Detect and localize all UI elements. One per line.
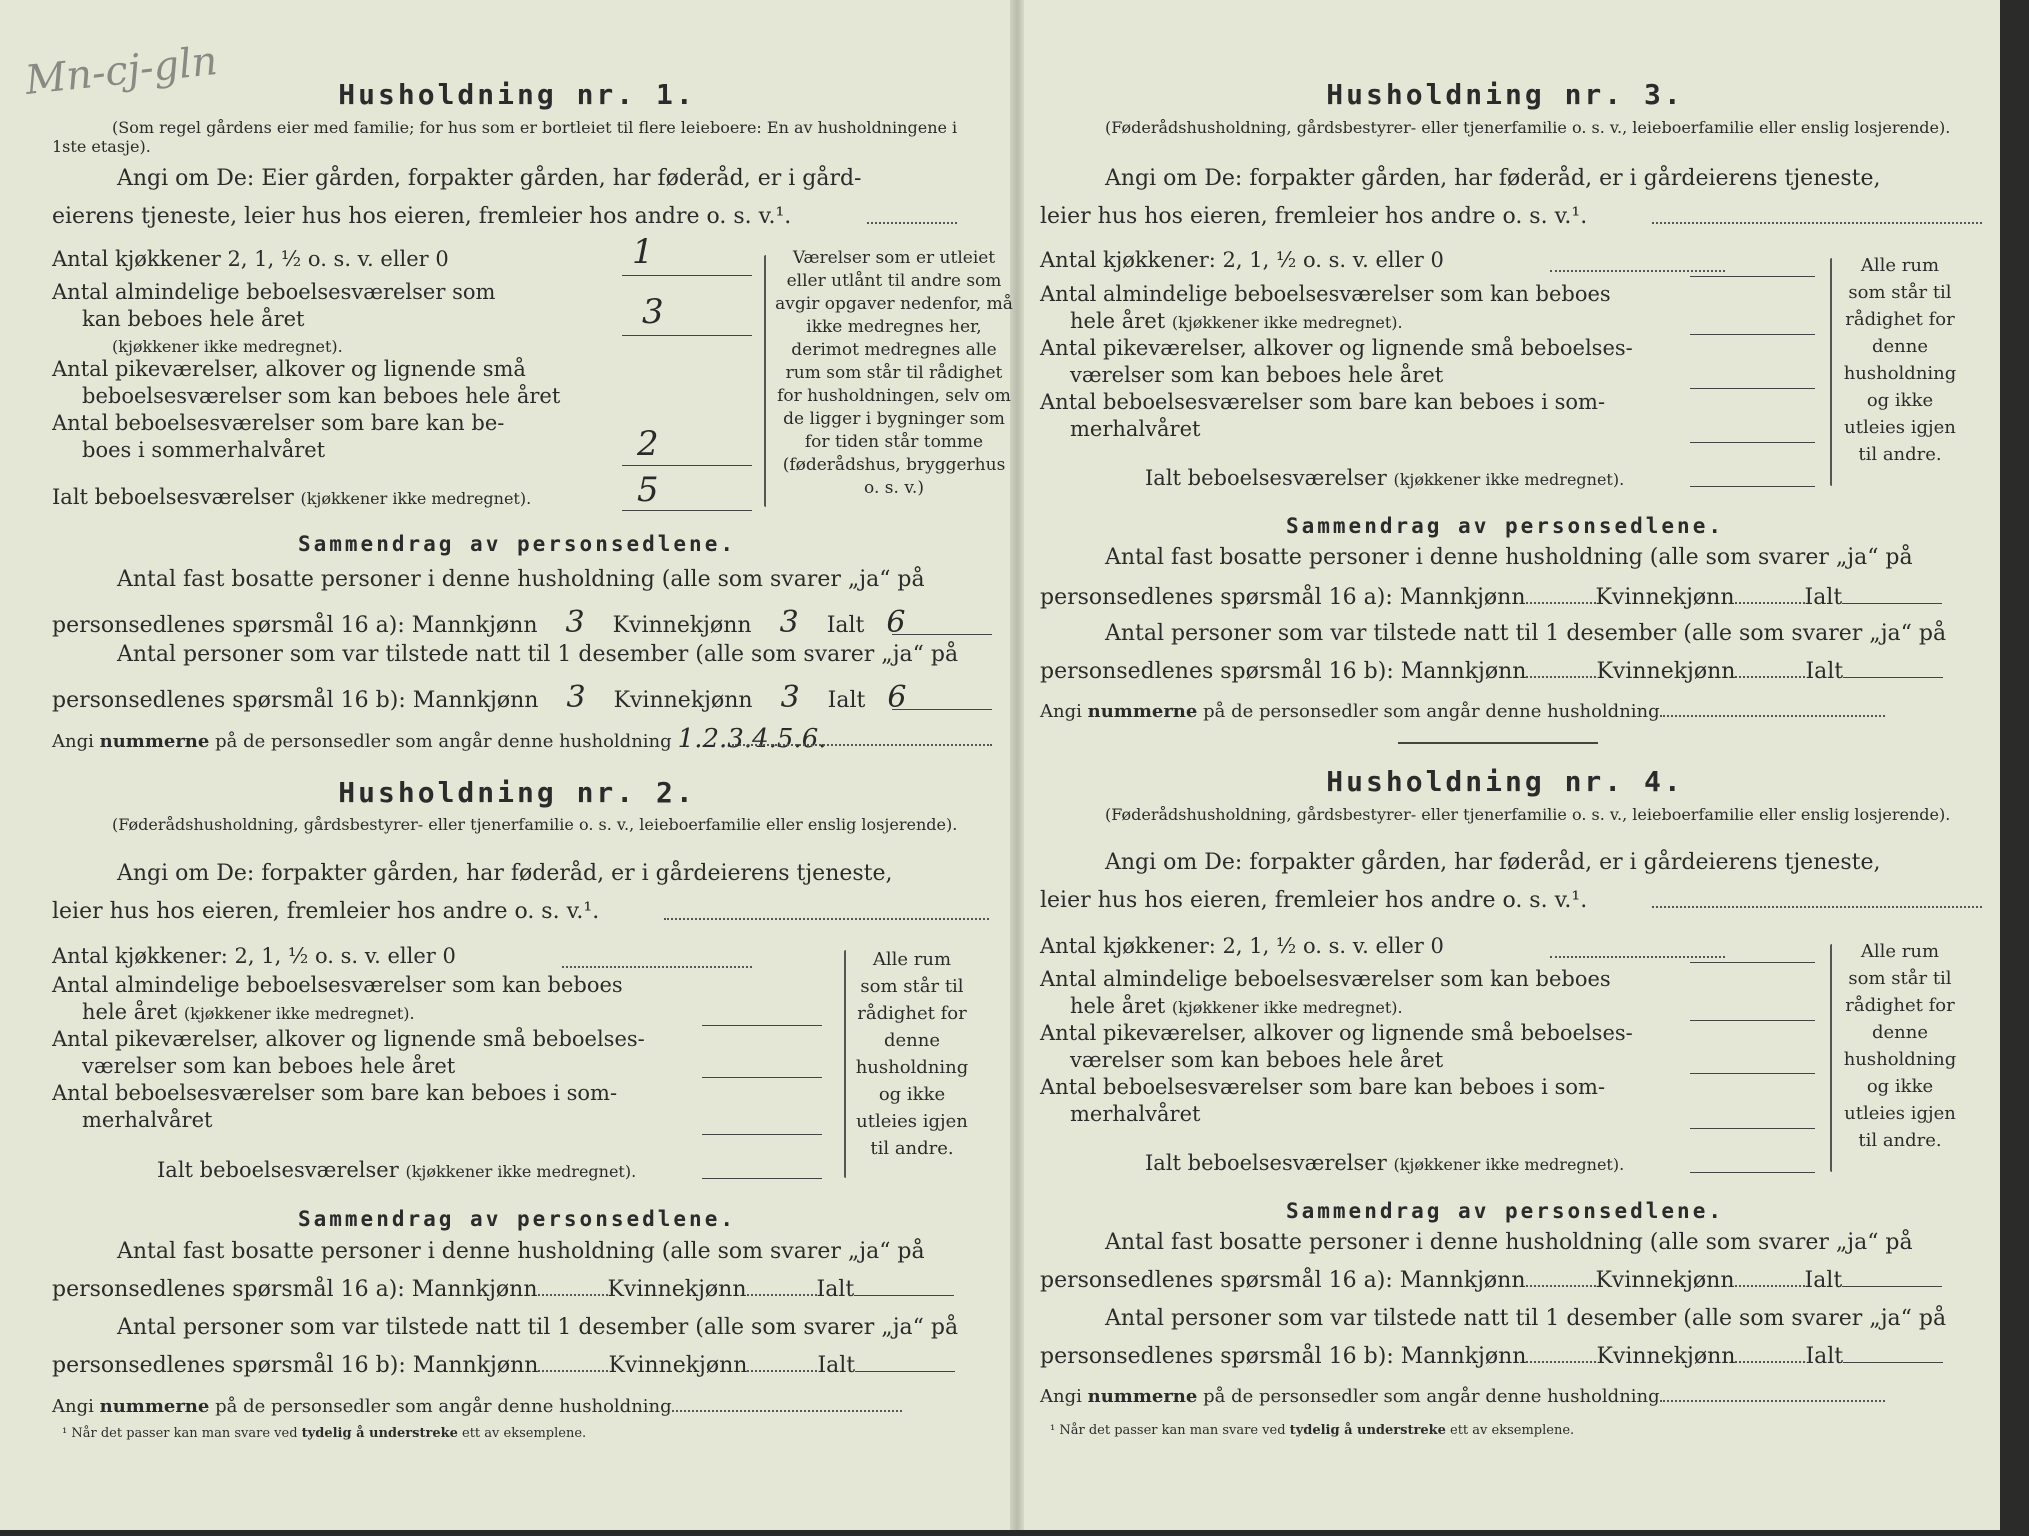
h2-q-sommer1: Antal beboelsesværelser som bare kan beboes i som- [52, 1081, 618, 1105]
h3-nummer: Angi nummerne på de personsedler som angår denne husholdning [1040, 701, 1885, 722]
h4-s16b-2: personsedlenes spørsmål 16 b): Mannkjønn Kvinnekjønn Ialt [1040, 1344, 1943, 1369]
h3-angi-line1: Angi om De: forpakter gården, har føderåd, er i gårdeierens tjeneste, [1105, 166, 1881, 191]
h1-q-ialt: Ialt beboelsesværelser (kjøkkener ikke medregnet). [52, 485, 532, 509]
pencil-scribble: Mn-cj-gln [23, 38, 220, 104]
h3-s16a-1: Antal fast bosatte personer i denne husholdning (alle som svarer „ja“ på [1105, 545, 1913, 570]
h3-side-note: Alle rum som står til rådighet for denne husholdning og ikke utleies igjen til andre. [1843, 255, 1957, 465]
h3-brace [1830, 258, 1832, 486]
h2-s16a-2: personsedlenes spørsmål 16 a): Mannkjønn Kvinnekjønn Ialt [52, 1277, 954, 1302]
h4-q-alm1: Antal almindelige beboelsesværelser som kan beboes [1040, 967, 1611, 991]
section-separator [1398, 742, 1598, 744]
h1-nummer: Angi nummerne på de personsedler som angår denne husholdning 1.2.3.4.5.6. [52, 724, 827, 754]
h2-title: Husholdning nr. 2. [338, 776, 696, 809]
h3-q-alm2: hele året (kjøkkener ikke medregnet). [1070, 309, 1403, 333]
h3-q-alm1: Antal almindelige beboelsesværelser som kan beboes [1040, 282, 1611, 306]
h3-sum-title: Sammendrag av personsedlene. [1285, 514, 1724, 538]
h2-q-pike2: værelser som kan beboes hele året [82, 1054, 456, 1078]
h3-q-sommer1: Antal beboelsesværelser som bare kan beboes i som- [1040, 390, 1606, 414]
h1-s16a-2: personsedlenes spørsmål 16 a): Mannkjønn 3 Kvinnekjønn 3 Ialt 6 [52, 605, 906, 640]
h3-q-pike1: Antal pikeværelser, alkover og lignende små beboelses- [1040, 336, 1633, 360]
h3-q-kjokken: Antal kjøkkener: 2, 1, ½ o. s. v. eller 0 [1040, 248, 1444, 272]
h2-q-alm1: Antal almindelige beboelsesværelser som kan beboes [52, 973, 623, 997]
h4-q-kjokken: Antal kjøkkener: 2, 1, ½ o. s. v. eller 0 [1040, 934, 1444, 958]
h4-note: (Føderådshusholdning, gårdsbestyrer- eller tjenerfamilie o. s. v., leieboerfamilie eller enslig losjerende). [1105, 805, 1951, 824]
h4-q-sommer1: Antal beboelsesværelser som bare kan beboes i som- [1040, 1075, 1606, 1099]
h1-angi-line2: eierens tjeneste, leier hus hos eieren, fremleier hos andre o. s. v.¹. [52, 204, 792, 229]
h1-brace [764, 255, 766, 507]
h1-q-pike2: beboelsesværelser som kan beboes hele året [82, 384, 561, 408]
h2-q-ialt: Ialt beboelsesværelser (kjøkkener ikke medregnet). [157, 1158, 637, 1182]
h1-angi-line [867, 222, 957, 224]
h2-s16b-1: Antal personer som var tilstede natt til 1 desember (alle som svarer „ja“ på [117, 1315, 959, 1340]
h2-angi-line1: Angi om De: forpakter gården, har føderåd, er i gårdeierens tjeneste, [117, 861, 893, 886]
h1-q-alm2: kan beboes hele året [82, 307, 305, 331]
h1-v-alm: 3 [642, 292, 664, 332]
right-page [1040, 0, 1980, 1530]
h4-angi-line1: Angi om De: forpakter gården, har føderåd, er i gårdeierens tjeneste, [1105, 850, 1881, 875]
h1-v-kjokken: 1 [632, 232, 654, 272]
h4-q-sommer2: merhalvåret [1070, 1102, 1201, 1126]
h1-s16a-1: Antal fast bosatte personer i denne husholdning (alle som svarer „ja“ på [117, 567, 925, 592]
h1-v-ialt: 5 [637, 470, 659, 510]
h2-angi-line2: leier hus hos eieren, fremleier hos andre o. s. v.¹. [52, 899, 600, 924]
h2-note: (Føderådshusholdning, gårdsbestyrer- eller tjenerfamilie o. s. v., leieboerfamilie eller enslig losjerende). [112, 815, 958, 834]
h2-q-pike1: Antal pikeværelser, alkover og lignende små beboelses- [52, 1027, 645, 1051]
h4-footnote: ¹ Når det passer kan man svare ved tydelig å understreke ett av eksemplene. [1050, 1423, 1575, 1438]
h3-q-ialt: Ialt beboelsesværelser (kjøkkener ikke medregnet). [1145, 466, 1625, 490]
h3-s16b-2: personsedlenes spørsmål 16 b): Mannkjønn Kvinnekjønn Ialt [1040, 659, 1943, 684]
h4-s16b-1: Antal personer som var tilstede natt til 1 desember (alle som svarer „ja“ på [1105, 1306, 1947, 1331]
h4-brace [1830, 944, 1832, 1172]
h2-q-alm2: hele året (kjøkkener ikke medregnet). [82, 1000, 415, 1024]
h4-side-note: Alle rum som står til rådighet for denne husholdning og ikke utleies igjen til andre. [1843, 941, 1957, 1151]
h1-s16b-1: Antal personer som var tilstede natt til 1 desember (alle som svarer „ja“ på [117, 642, 959, 667]
h2-footnote: ¹ Når det passer kan man svare ved tydelig å understreke ett av eksemplene. [62, 1426, 587, 1441]
h1-v-sommer: 2 [637, 424, 659, 464]
h2-q-kjokken: Antal kjøkkener: 2, 1, ½ o. s. v. eller 0 [52, 944, 456, 968]
h1-q-alm3: (kjøkkener ikke medregnet). [112, 337, 343, 356]
h3-note: (Føderådshusholdning, gårdsbestyrer- eller tjenerfamilie o. s. v., leieboerfamilie eller enslig losjerende). [1105, 118, 1951, 137]
h1-note: (Som regel gårdens eier med familie; for hus som er bortleiet til flere leieboere: En av husholdningene i 1ste etasje). [52, 118, 958, 156]
h4-q-ialt: Ialt beboelsesværelser (kjøkkener ikke medregnet). [1145, 1151, 1625, 1175]
h2-s16b-2: personsedlenes spørsmål 16 b): Mannkjønn Kvinnekjønn Ialt [52, 1353, 955, 1378]
h1-title: Husholdning nr. 1. [338, 78, 696, 111]
h3-s16b-1: Antal personer som var tilstede natt til 1 desember (alle som svarer „ja“ på [1105, 621, 1947, 646]
h4-sum-title: Sammendrag av personsedlene. [1285, 1199, 1724, 1223]
h2-side-note: Alle rum som står til rådighet for denne husholdning og ikke utleies igjen til andre. [855, 949, 969, 1159]
h4-q-pike2: værelser som kan beboes hele året [1070, 1048, 1444, 1072]
h4-s16a-2: personsedlenes spørsmål 16 a): Mannkjønn Kvinnekjønn Ialt [1040, 1268, 1942, 1293]
h1-q-kjokken: Antal kjøkkener 2, 1, ½ o. s. v. eller 0 [52, 247, 449, 271]
h1-q-sommer1: Antal beboelsesværelser som bare kan be- [52, 411, 505, 435]
h4-nummer: Angi nummerne på de personsedler som angår denne husholdning [1040, 1386, 1885, 1407]
h3-angi-line2: leier hus hos eieren, fremleier hos andre o. s. v.¹. [1040, 204, 1588, 229]
h2-brace [844, 950, 846, 1178]
h4-q-alm2: hele året (kjøkkener ikke medregnet). [1070, 994, 1403, 1018]
h3-s16a-2: personsedlenes spørsmål 16 a): Mannkjønn Kvinnekjønn Ialt [1040, 585, 1942, 610]
h1-sum-title: Sammendrag av personsedlene. [297, 532, 736, 556]
h2-q-sommer2: merhalvåret [82, 1108, 213, 1132]
h4-q-pike1: Antal pikeværelser, alkover og lignende små beboelses- [1040, 1021, 1633, 1045]
h1-angi-line1: Angi om De: Eier gården, forpakter gården, har føderåd, er i gård- [117, 166, 862, 191]
h4-s16a-1: Antal fast bosatte personer i denne husholdning (alle som svarer „ja“ på [1105, 1230, 1913, 1255]
dark-edge [2000, 0, 2029, 1536]
h3-title: Husholdning nr. 3. [1326, 78, 1684, 111]
h3-q-pike2: værelser som kan beboes hele året [1070, 363, 1444, 387]
h1-s16b-2: personsedlenes spørsmål 16 b): Mannkjønn 3 Kvinnekjønn 3 Ialt 6 [52, 680, 907, 715]
h3-q-sommer2: merhalvåret [1070, 417, 1201, 441]
h1-side-note: Værelser som er utleiet eller utlånt til andre som avgir opgaver nedenfor, må ikke medregnes her, derimot medregnes alle rum som står til rådighet for husholdningen, selv om de ligger i bygninger som for tiden står tomme (føderådshus, bryggerhus o. s. v.) [775, 248, 1013, 498]
h2-s16a-1: Antal fast bosatte personer i denne husholdning (alle som svarer „ja“ på [117, 1239, 925, 1264]
page-fold [1010, 0, 1024, 1530]
h1-q-alm1: Antal almindelige beboelsesværelser som [52, 280, 496, 304]
h1-q-pike1: Antal pikeværelser, alkover og lignende små [52, 357, 526, 381]
left-page [52, 0, 1013, 1530]
h2-sum-title: Sammendrag av personsedlene. [297, 1207, 736, 1231]
h4-title: Husholdning nr. 4. [1326, 765, 1684, 798]
h1-q-sommer2: boes i sommerhalvåret [82, 438, 326, 462]
h2-nummer: Angi nummerne på de personsedler som angår denne husholdning [52, 1396, 902, 1417]
h4-angi-line2: leier hus hos eieren, fremleier hos andre o. s. v.¹. [1040, 888, 1588, 913]
